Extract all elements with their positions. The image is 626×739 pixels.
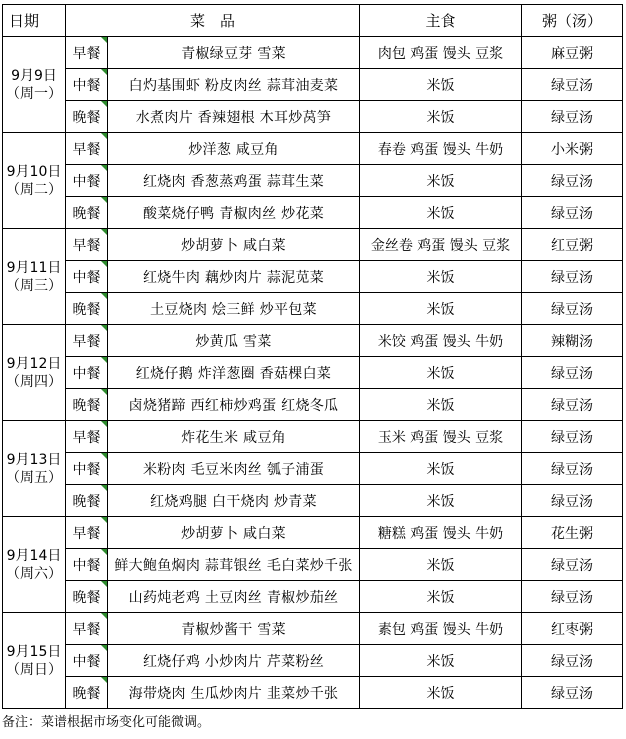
meal-type: 晚餐 [72, 301, 101, 318]
meal-type: 中餐 [72, 653, 101, 670]
day-date-cell [3, 133, 66, 229]
meal-type: 早餐 [72, 429, 101, 446]
meal-type-cell [66, 293, 108, 325]
cell-corner-marker-icon [101, 165, 107, 171]
cell-corner-marker-icon [101, 677, 107, 683]
day-date: 9月9日 [11, 67, 57, 84]
meal-row [3, 453, 623, 485]
meal-row [3, 101, 623, 133]
soup-cell: 绿豆汤 [522, 69, 623, 101]
meal-type-cell [66, 517, 108, 549]
staple-cell: 米饭 [360, 645, 522, 677]
meal-row [3, 293, 623, 325]
meal-type: 中餐 [72, 365, 101, 382]
staple-cell: 糖糕 鸡蛋 馒头 牛奶 [360, 517, 522, 549]
meal-type-cell [66, 101, 108, 133]
dishes-cell: 青椒绿豆芽 雪菜 [108, 37, 360, 69]
meal-type: 晚餐 [72, 109, 101, 126]
staple-cell: 米饭 [360, 101, 522, 133]
dishes-cell: 炒洋葱 咸豆角 [108, 133, 360, 165]
meal-type-cell [66, 581, 108, 613]
meal-type-cell [66, 613, 108, 645]
dishes-cell: 海带烧肉 生瓜炒肉片 韭菜炒千张 [108, 677, 360, 709]
cell-corner-marker-icon [101, 37, 107, 43]
footnote: 备注：菜谱根据市场变化可能微调。 [2, 715, 211, 730]
meal-type-cell [66, 485, 108, 517]
soup-cell: 绿豆汤 [522, 677, 623, 709]
day-date: 9月11日 [6, 259, 62, 276]
soup-cell: 花生粥 [522, 517, 623, 549]
meal-row [3, 421, 623, 453]
dishes-cell: 白灼基围虾 粉皮肉丝 蒜茸油麦菜 [108, 69, 360, 101]
meal-row [3, 677, 623, 709]
meal-type: 早餐 [72, 45, 101, 62]
meal-type: 晚餐 [72, 685, 101, 702]
meal-row [3, 581, 623, 613]
meal-type-cell [66, 69, 108, 101]
day-date-cell [3, 421, 66, 517]
day-weekday: （周二） [6, 181, 62, 198]
day-date-cell [3, 517, 66, 613]
day-weekday: （周六） [6, 565, 62, 582]
soup-cell: 绿豆汤 [522, 165, 623, 197]
dishes-cell: 水煮肉片 香辣翅根 木耳炒莴笋 [108, 101, 360, 133]
staple-cell: 米饭 [360, 389, 522, 421]
header-soup: 粥（汤） [522, 5, 623, 37]
day-date: 9月15日 [6, 643, 62, 660]
dishes-cell: 鲜大鲍鱼焖肉 蒜茸银丝 毛白菜炒千张 [108, 549, 360, 581]
meal-type-cell [66, 645, 108, 677]
cell-corner-marker-icon [101, 485, 107, 491]
staple-cell: 玉米 鸡蛋 馒头 豆浆 [360, 421, 522, 453]
cell-corner-marker-icon [101, 549, 107, 555]
staple-cell: 肉包 鸡蛋 馒头 豆浆 [360, 37, 522, 69]
staple-cell: 米饭 [360, 357, 522, 389]
meal-type: 中餐 [72, 269, 101, 286]
cell-corner-marker-icon [101, 645, 107, 651]
soup-cell: 绿豆汤 [522, 101, 623, 133]
meal-row [3, 517, 623, 549]
meal-row [3, 133, 623, 165]
soup-cell: 绿豆汤 [522, 197, 623, 229]
staple-cell: 米饭 [360, 549, 522, 581]
dishes-cell: 炸花生米 咸豆角 [108, 421, 360, 453]
meal-type-cell [66, 453, 108, 485]
dishes-cell: 卤烧猪蹄 西红柿炒鸡蛋 红烧冬瓜 [108, 389, 360, 421]
soup-cell: 绿豆汤 [522, 421, 623, 453]
day-weekday: （周日） [6, 661, 62, 678]
cell-corner-marker-icon [101, 453, 107, 459]
cell-corner-marker-icon [101, 421, 107, 427]
meal-type: 早餐 [72, 333, 101, 350]
meal-type-cell [66, 197, 108, 229]
meal-type: 中餐 [72, 461, 101, 478]
meal-type: 早餐 [72, 141, 101, 158]
staple-cell: 米饭 [360, 69, 522, 101]
soup-cell: 绿豆汤 [522, 549, 623, 581]
meal-row [3, 549, 623, 581]
meal-type-cell [66, 37, 108, 69]
meal-type-cell [66, 325, 108, 357]
meal-type-cell [66, 133, 108, 165]
header-date: 日期 [3, 5, 66, 37]
cell-corner-marker-icon [101, 293, 107, 299]
meal-row [3, 229, 623, 261]
meal-type: 中餐 [72, 77, 101, 94]
header-dishes: 菜 品 [66, 5, 360, 37]
cell-corner-marker-icon [101, 517, 107, 523]
header-row [3, 5, 623, 37]
meal-type-cell [66, 421, 108, 453]
day-weekday: （周四） [6, 373, 62, 390]
meal-type-cell [66, 165, 108, 197]
soup-cell: 辣糊汤 [522, 325, 623, 357]
dishes-cell: 酸菜烧仔鸭 青椒肉丝 炒花菜 [108, 197, 360, 229]
cell-corner-marker-icon [101, 325, 107, 331]
dishes-cell: 炒胡萝卜 咸白菜 [108, 517, 360, 549]
staple-cell: 米饭 [360, 581, 522, 613]
meal-type: 晚餐 [72, 589, 101, 606]
meal-type: 中餐 [72, 173, 101, 190]
cell-corner-marker-icon [101, 613, 107, 619]
cell-corner-marker-icon [101, 229, 107, 235]
staple-cell: 米饭 [360, 261, 522, 293]
soup-cell: 红豆粥 [522, 229, 623, 261]
meal-row [3, 325, 623, 357]
dishes-cell: 土豆烧肉 烩三鲜 炒平包菜 [108, 293, 360, 325]
dishes-cell: 炒黄瓜 雪菜 [108, 325, 360, 357]
soup-cell: 绿豆汤 [522, 581, 623, 613]
meal-type: 早餐 [72, 621, 101, 638]
menu-body [3, 37, 623, 709]
dishes-cell: 山药炖老鸡 土豆肉丝 青椒炒茄丝 [108, 581, 360, 613]
meal-row [3, 261, 623, 293]
day-date-cell [3, 613, 66, 709]
cell-corner-marker-icon [101, 357, 107, 363]
staple-cell: 米饭 [360, 165, 522, 197]
meal-type-cell [66, 229, 108, 261]
menu-table [2, 4, 623, 709]
day-date-cell [3, 229, 66, 325]
soup-cell: 绿豆汤 [522, 357, 623, 389]
meal-type-cell [66, 389, 108, 421]
cell-corner-marker-icon [101, 101, 107, 107]
day-date-cell [3, 37, 66, 133]
dishes-cell: 青椒炒酱干 雪菜 [108, 613, 360, 645]
soup-cell: 绿豆汤 [522, 261, 623, 293]
soup-cell: 绿豆汤 [522, 453, 623, 485]
meal-type: 晚餐 [72, 493, 101, 510]
meal-type: 早餐 [72, 525, 101, 542]
meal-type: 中餐 [72, 557, 101, 574]
dishes-cell: 红烧仔鹅 炸洋葱圈 香菇棵白菜 [108, 357, 360, 389]
meal-row [3, 389, 623, 421]
soup-cell: 麻豆粥 [522, 37, 623, 69]
soup-cell: 小米粥 [522, 133, 623, 165]
meal-type: 晚餐 [72, 397, 101, 414]
staple-cell: 素包 鸡蛋 馒头 牛奶 [360, 613, 522, 645]
cell-corner-marker-icon [101, 133, 107, 139]
meal-row [3, 485, 623, 517]
meal-type-cell [66, 357, 108, 389]
dishes-cell: 红烧仔鸡 小炒肉片 芹菜粉丝 [108, 645, 360, 677]
cell-corner-marker-icon [101, 69, 107, 75]
meal-type-cell [66, 549, 108, 581]
soup-cell: 绿豆汤 [522, 293, 623, 325]
soup-cell: 绿豆汤 [522, 389, 623, 421]
staple-cell: 米饭 [360, 197, 522, 229]
staple-cell: 米饭 [360, 485, 522, 517]
meal-row [3, 613, 623, 645]
cell-corner-marker-icon [101, 581, 107, 587]
meal-row [3, 37, 623, 69]
day-weekday: （周三） [6, 277, 62, 294]
dishes-cell: 炒胡萝卜 咸白菜 [108, 229, 360, 261]
soup-cell: 红枣粥 [522, 613, 623, 645]
meal-row [3, 165, 623, 197]
staple-cell: 春卷 鸡蛋 馒头 牛奶 [360, 133, 522, 165]
dishes-cell: 红烧鸡腿 白干烧肉 炒青菜 [108, 485, 360, 517]
staple-cell: 金丝卷 鸡蛋 馒头 豆浆 [360, 229, 522, 261]
day-date: 9月12日 [6, 355, 62, 372]
dishes-cell: 红烧肉 香葱蒸鸡蛋 蒜茸生菜 [108, 165, 360, 197]
meal-type-cell [66, 677, 108, 709]
day-date: 9月13日 [6, 451, 62, 468]
meal-row [3, 69, 623, 101]
staple-cell: 米饺 鸡蛋 馒头 牛奶 [360, 325, 522, 357]
cell-corner-marker-icon [101, 197, 107, 203]
soup-cell: 绿豆汤 [522, 485, 623, 517]
day-weekday: （周一） [6, 85, 62, 102]
meal-row [3, 357, 623, 389]
soup-cell: 绿豆汤 [522, 645, 623, 677]
day-date: 9月14日 [6, 547, 62, 564]
meal-row [3, 645, 623, 677]
staple-cell: 米饭 [360, 453, 522, 485]
day-date-cell [3, 325, 66, 421]
day-date: 9月10日 [6, 163, 62, 180]
meal-row [3, 197, 623, 229]
dishes-cell: 米粉肉 毛豆米肉丝 瓠子浦蛋 [108, 453, 360, 485]
staple-cell: 米饭 [360, 293, 522, 325]
meal-type: 早餐 [72, 237, 101, 254]
cell-corner-marker-icon [101, 389, 107, 395]
staple-cell: 米饭 [360, 677, 522, 709]
meal-type: 晚餐 [72, 205, 101, 222]
header-staple: 主食 [360, 5, 522, 37]
day-weekday: （周五） [6, 469, 62, 486]
meal-type-cell [66, 261, 108, 293]
dishes-cell: 红烧牛肉 藕炒肉片 蒜泥苋菜 [108, 261, 360, 293]
cell-corner-marker-icon [101, 261, 107, 267]
